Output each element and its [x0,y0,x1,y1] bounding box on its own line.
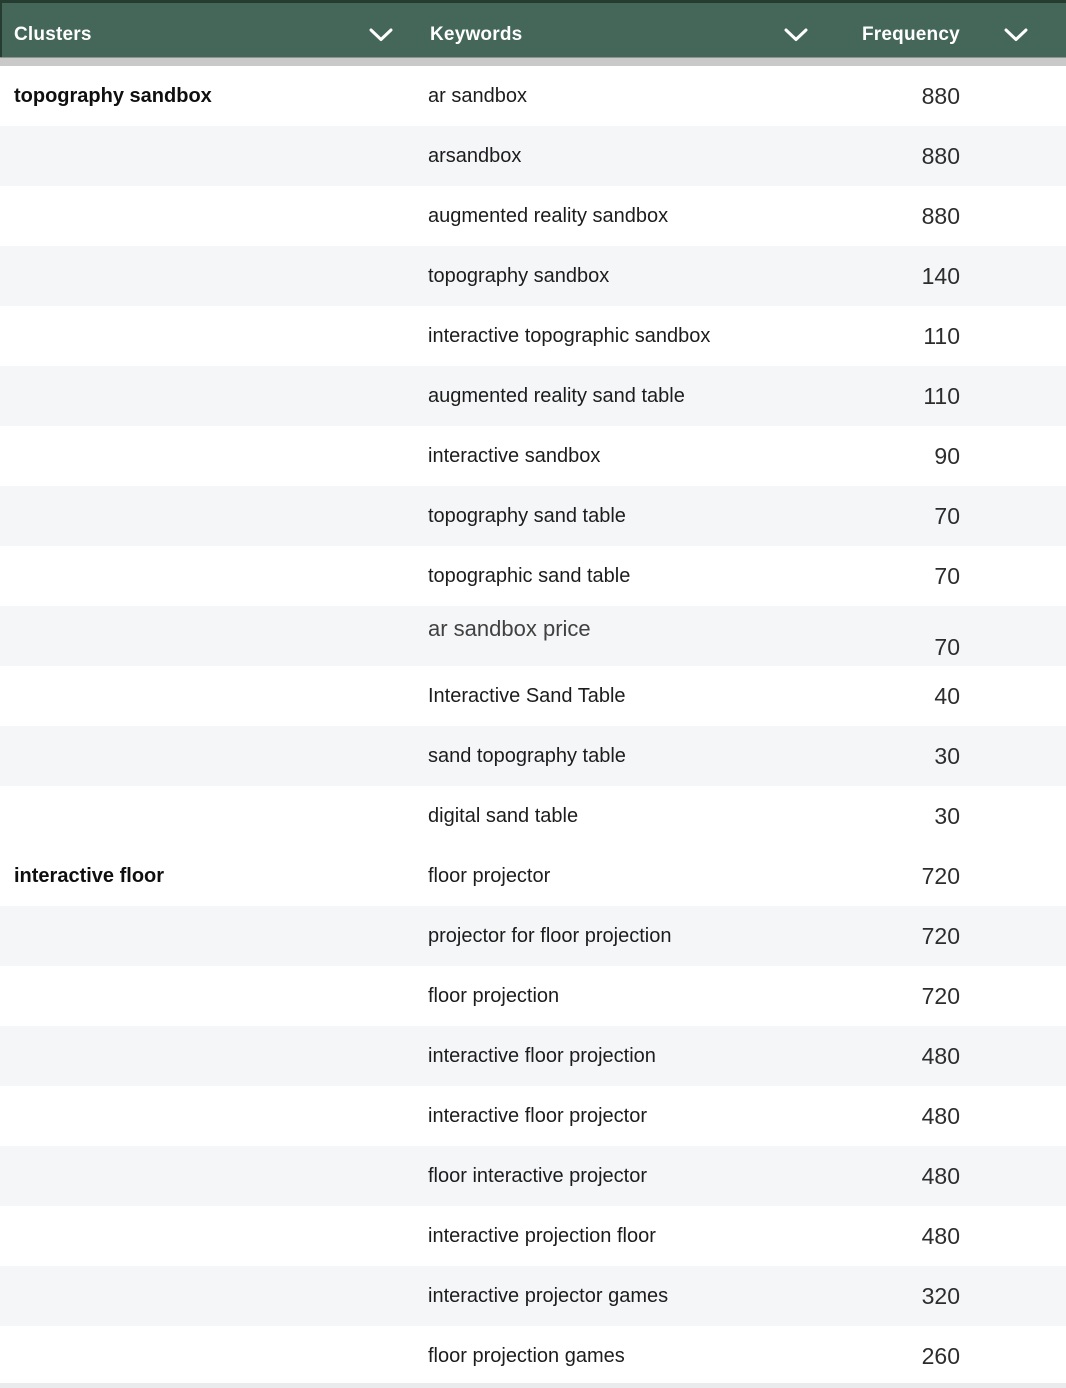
column-header-label: Frequency [862,24,960,45]
frequency-cell[interactable] [844,1326,1066,1386]
frequency-value: 720 [921,922,960,949]
table-row [0,1206,1066,1266]
keyword-cell[interactable] [414,966,844,1026]
keyword-cell[interactable] [414,599,844,659]
table-row [0,126,1066,186]
cluster-label: topography sandbox [14,84,212,107]
frequency-value: 880 [921,202,960,229]
frequency-value: 260 [921,1342,960,1369]
table-row [0,66,1066,126]
keyword-cell[interactable] [414,906,844,966]
chevron-down-icon[interactable] [1003,27,1029,43]
table-row [0,906,1066,966]
keyword-cell[interactable] [414,786,844,846]
cluster-cell[interactable] [0,1026,414,1086]
table-row [0,246,1066,306]
cluster-cell[interactable] [0,1326,414,1386]
table-row [0,486,1066,546]
keyword-text: interactive topographic sandbox [428,324,711,347]
frequency-cell[interactable] [844,486,1066,546]
frequency-cell[interactable] [844,366,1066,426]
cluster-cell[interactable] [0,426,414,486]
cluster-cell[interactable] [0,906,414,966]
keyword-text: ar sandbox [428,84,527,107]
frequency-cell[interactable] [844,786,1066,846]
frequency-value: 720 [921,982,960,1009]
frequency-value: 110 [923,382,960,409]
frequency-cell[interactable] [844,1026,1066,1086]
column-header-label: Clusters [14,24,92,45]
frequency-value: 480 [921,1042,960,1069]
keyword-text: projector for floor projection [428,924,672,947]
cluster-cell[interactable] [0,726,414,786]
cluster-cell[interactable] [0,246,414,306]
cluster-cell[interactable] [0,186,414,246]
frequency-cell[interactable] [844,846,1066,906]
frequency-cell[interactable] [844,1266,1066,1326]
frequency-value: 480 [921,1222,960,1249]
frequency-value: 480 [921,1102,960,1129]
table-row [0,846,1066,906]
frequency-value: 70 [934,633,960,660]
table-row [0,1326,1066,1386]
column-header-clusters[interactable] [2,3,416,57]
frequency-cell[interactable] [844,66,1066,126]
table-row [0,1086,1066,1146]
keyword-text: ar sandbox price [428,616,591,641]
frequency-cell[interactable] [844,546,1066,606]
keyword-cell[interactable] [414,1026,844,1086]
frequency-cell[interactable] [844,617,1066,677]
keyword-cell[interactable] [414,366,844,426]
keyword-text: digital sand table [428,804,579,827]
frequency-value: 70 [934,502,960,529]
keyword-cell[interactable] [414,1206,844,1266]
table-row [0,786,1066,846]
keyword-cell[interactable] [414,846,844,906]
frequency-cell[interactable] [844,426,1066,486]
cluster-cell[interactable] [0,126,414,186]
keyword-cell[interactable] [414,726,844,786]
table-row [0,1026,1066,1086]
table-row [0,306,1066,366]
frequency-value: 30 [934,742,960,769]
frequency-cell[interactable] [844,726,1066,786]
keyword-cell[interactable] [414,426,844,486]
frequency-cell[interactable] [844,1206,1066,1266]
cluster-cell[interactable] [0,1086,414,1146]
table-row [0,1266,1066,1326]
chevron-down-icon[interactable] [783,27,809,43]
keyword-text: topographic sand table [428,564,631,587]
frequency-value: 40 [934,682,960,709]
keyword-cell[interactable] [414,246,844,306]
table-row [0,966,1066,1026]
keyword-text: interactive floor projector [428,1104,647,1127]
frequency-value: 30 [934,802,960,829]
frequency-value: 880 [921,82,960,109]
keyword-text: Interactive Sand Table [428,684,626,707]
keyword-cell[interactable] [414,1146,844,1206]
cluster-cell[interactable] [0,786,414,846]
table-row [0,186,1066,246]
column-header-label: Keywords [430,24,523,45]
cluster-cell[interactable] [0,546,414,606]
keyword-cell[interactable] [414,666,844,726]
keyword-text: topography sand table [428,504,626,527]
keyword-text: interactive projector games [428,1284,669,1307]
keyword-text: augmented reality sand table [428,384,685,407]
keyword-cell[interactable] [414,1086,844,1146]
table-body [0,66,1066,1386]
table-row [0,726,1066,786]
keyword-text: interactive sandbox [428,444,601,467]
frequency-cell[interactable] [844,306,1066,366]
table-row [0,606,1066,666]
frequency-value: 70 [934,562,960,589]
keyword-cell[interactable] [414,546,844,606]
column-header-frequency[interactable] [846,3,1066,57]
cluster-cell[interactable] [0,966,414,1026]
cluster-label: interactive floor [14,864,165,887]
table-row [0,426,1066,486]
keyword-text: interactive projection floor [428,1224,656,1247]
keyword-cell[interactable] [414,66,844,126]
table-row [0,546,1066,606]
cluster-cell[interactable] [0,1266,414,1326]
keyword-cell[interactable] [414,186,844,246]
keyword-cell[interactable] [414,486,844,546]
column-header-keywords[interactable] [416,3,846,57]
cluster-cell[interactable] [0,666,414,726]
frequency-cell[interactable] [844,906,1066,966]
keyword-text: floor projection [428,984,560,1007]
frequency-value: 320 [921,1282,960,1309]
cluster-cell[interactable] [0,366,414,426]
cluster-cell[interactable] [0,846,414,906]
cluster-cell[interactable] [0,606,414,666]
keyword-text: floor projection games [428,1344,625,1367]
bottom-edge-strip [0,1383,1066,1388]
keyword-text: topography sandbox [428,264,610,287]
keyword-text: augmented reality sandbox [428,204,669,227]
frequency-cell[interactable] [844,966,1066,1026]
cluster-cell[interactable] [0,66,414,126]
frequency-cell[interactable] [844,186,1066,246]
frequency-cell[interactable] [844,1086,1066,1146]
keyword-cell[interactable] [414,306,844,366]
keyword-text: arsandbox [428,144,522,167]
keyword-cell[interactable] [414,126,844,186]
cluster-cell[interactable] [0,1146,414,1206]
frequency-value: 720 [921,862,960,889]
header-separator [0,57,1066,66]
keyword-text: sand topography table [428,744,626,767]
frequency-value: 110 [923,322,960,349]
table-row [0,366,1066,426]
table-header [0,0,1066,57]
frequency-cell[interactable] [844,126,1066,186]
table-row [0,1146,1066,1206]
keyword-cell[interactable] [414,1326,844,1386]
keyword-text: floor projector [428,864,551,887]
frequency-value: 480 [921,1162,960,1189]
keyword-text: floor interactive projector [428,1164,647,1187]
cluster-cell[interactable] [0,306,414,366]
cluster-cell[interactable] [0,486,414,546]
frequency-cell[interactable] [844,246,1066,306]
chevron-down-icon[interactable] [368,27,394,43]
frequency-value: 90 [934,442,960,469]
keyword-text: interactive floor projection [428,1044,656,1067]
frequency-cell[interactable] [844,1146,1066,1206]
cluster-cell[interactable] [0,1206,414,1266]
frequency-value: 140 [921,262,960,289]
frequency-value: 880 [921,142,960,169]
keyword-cell[interactable] [414,1266,844,1326]
